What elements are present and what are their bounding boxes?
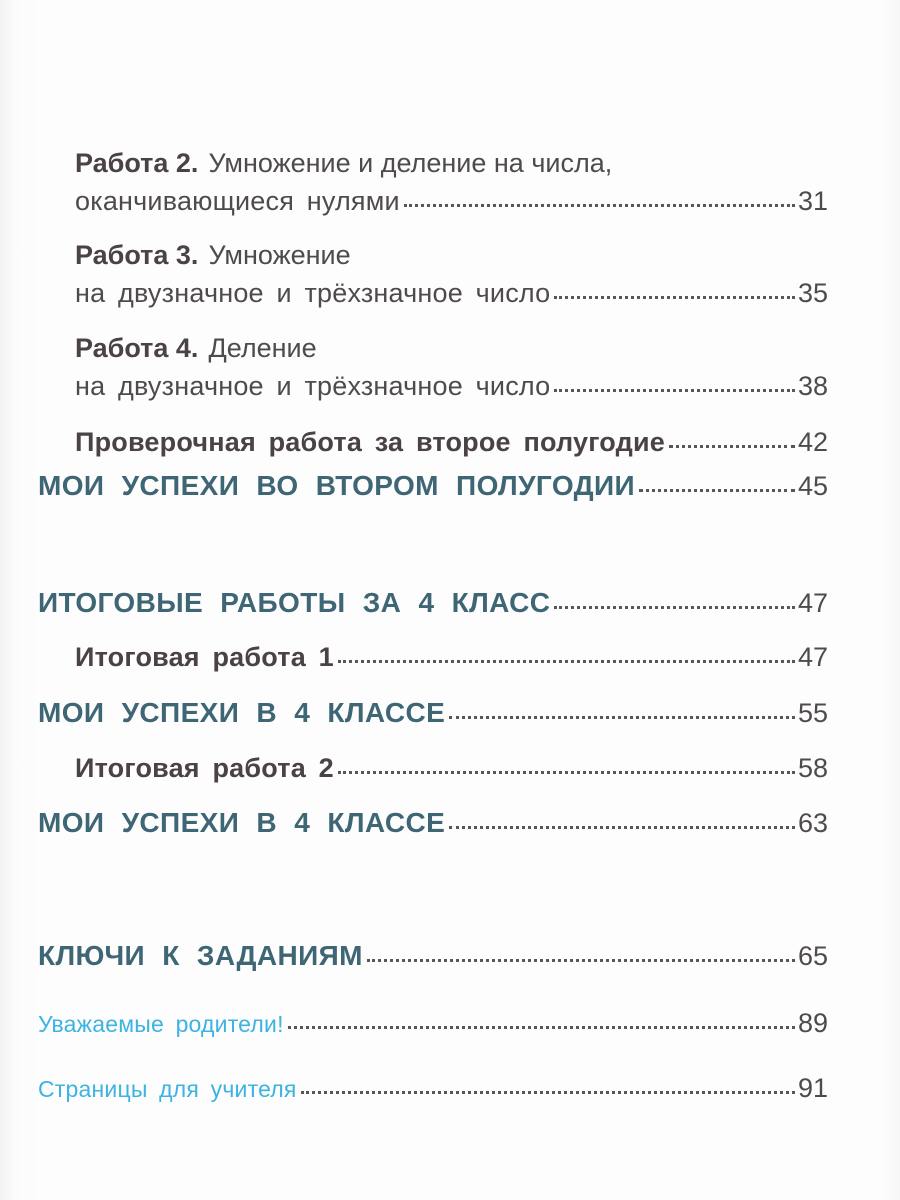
page-number: 55 <box>797 698 828 728</box>
page-number: 42 <box>797 427 828 457</box>
dot-leader <box>554 296 795 299</box>
toc-entry-work-3[interactable] <box>0 240 900 320</box>
section-title: МОИ УСПЕХИ В 4 КЛАССЕ <box>38 697 446 728</box>
section-title: МОИ УСПЕХИ В 4 КЛАССЕ <box>38 807 446 838</box>
page-number: 65 <box>797 941 828 971</box>
page-number: 47 <box>797 642 828 672</box>
entry-title: Проверочная работа за второе полугодие <box>75 427 665 457</box>
page-number: 89 <box>797 1008 828 1038</box>
dot-leader <box>449 826 795 829</box>
entry-title: Страницы для учителя <box>38 1076 297 1102</box>
dot-leader <box>669 445 795 448</box>
page-number: 91 <box>797 1073 828 1103</box>
entry-title: Итоговая работа 2 <box>75 753 334 783</box>
entry-title-line1: Умножение <box>208 240 351 270</box>
dot-leader <box>639 489 795 492</box>
toc-entry-final-work-1[interactable] <box>0 642 900 678</box>
page-number: 35 <box>797 278 828 308</box>
page-number: 47 <box>797 588 828 618</box>
entry-title-line2: оканчивающиеся нулями <box>75 186 400 216</box>
entry-title-line1: Деление <box>208 333 317 363</box>
section-title: КЛЮЧИ К ЗАДАНИЯМ <box>38 940 363 971</box>
toc-entry-teacher-pages[interactable] <box>0 1073 900 1109</box>
toc-entry-dear-parents[interactable] <box>0 1008 900 1044</box>
dot-leader <box>301 1091 795 1094</box>
toc-entry-final-work-2[interactable] <box>0 753 900 789</box>
toc-entry-work-4[interactable] <box>0 333 900 413</box>
page-number: 31 <box>797 186 828 216</box>
toc-section-grade4-progress-1[interactable] <box>0 697 900 733</box>
toc-section-second-half-progress[interactable] <box>0 470 900 506</box>
page-number: 45 <box>797 471 828 501</box>
entry-title-line2: на двузначное и трёхзначное число <box>75 371 551 401</box>
toc-section-final-works[interactable] <box>0 587 900 623</box>
dot-leader <box>288 1026 795 1029</box>
dot-leader <box>554 389 795 392</box>
dot-leader <box>367 959 795 962</box>
entry-number-label: Работа 3. <box>75 240 199 270</box>
dot-leader <box>338 771 795 774</box>
toc-section-answer-keys[interactable] <box>0 940 900 976</box>
toc-section-grade4-progress-2[interactable] <box>0 807 900 843</box>
section-title: МОИ УСПЕХИ ВО ВТОРОМ ПОЛУГОДИИ <box>38 470 636 501</box>
page-number: 38 <box>797 371 828 401</box>
page-number: 58 <box>797 753 828 783</box>
toc-entry-work-2[interactable] <box>0 148 900 228</box>
dot-leader <box>554 606 795 609</box>
entry-title-line2: на двузначное и трёхзначное число <box>75 278 551 308</box>
toc-entry-midterm-test[interactable] <box>0 427 900 463</box>
dot-leader <box>338 660 795 663</box>
dot-leader <box>404 204 795 207</box>
entry-number-label: Работа 4. <box>75 333 199 363</box>
entry-title: Итоговая работа 1 <box>75 642 334 672</box>
entry-number-label: Работа 2. <box>75 148 199 178</box>
page-number: 63 <box>797 808 828 838</box>
section-title: ИТОГОВЫЕ РАБОТЫ ЗА 4 КЛАСС <box>38 587 551 618</box>
entry-title: Уважаемые родители! <box>38 1011 284 1037</box>
entry-title-line1: Умножение и деление на числа, <box>208 148 613 178</box>
dot-leader <box>449 716 795 719</box>
